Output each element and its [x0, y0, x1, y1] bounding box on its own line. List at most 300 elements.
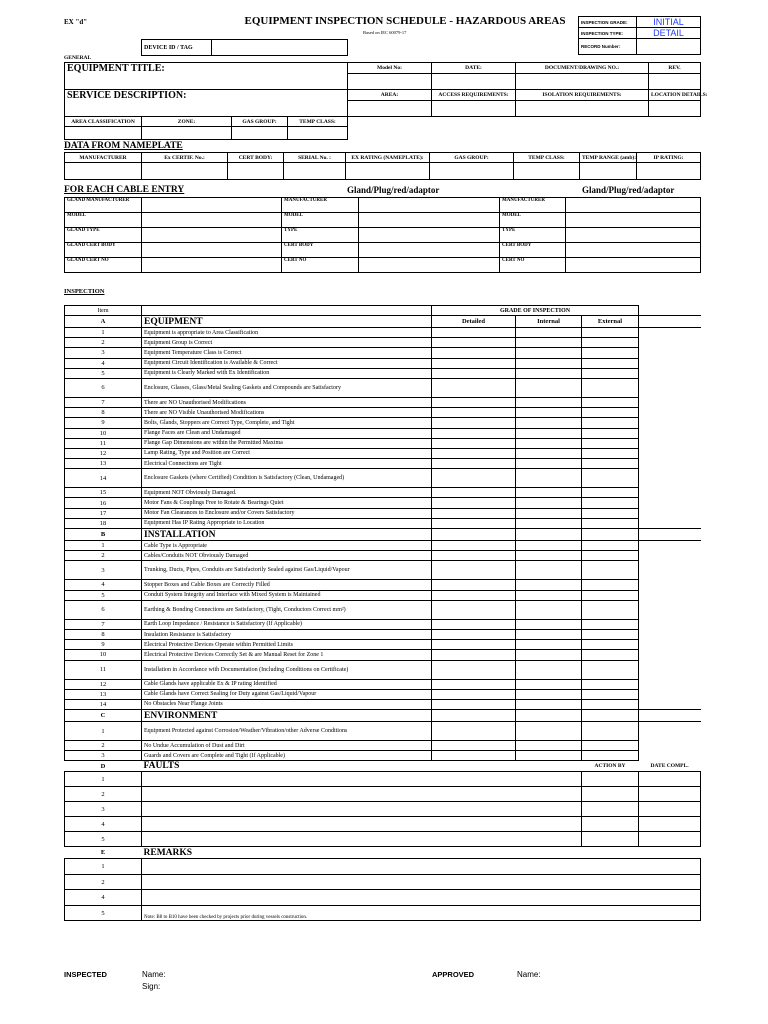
grade-cell[interactable] [432, 428, 516, 438]
nameplate-field[interactable] [430, 163, 514, 180]
cable-entry-field[interactable] [142, 213, 282, 228]
item-number: 4 [65, 358, 142, 368]
grade-cell[interactable] [432, 328, 516, 338]
inspection-item-text: Conduit System Integrity and Interface with Mixed System is Maintained [142, 590, 432, 600]
inspection-grade-box [578, 16, 701, 55]
blank-cell [639, 600, 701, 619]
nameplate-field[interactable] [142, 163, 228, 180]
grade-cell[interactable] [582, 498, 639, 508]
remark-field[interactable] [142, 890, 701, 906]
grade-cell[interactable] [432, 358, 516, 368]
grade-cell[interactable] [516, 580, 582, 590]
inspection-item-text: Equipment is appropriate to Area Classification [142, 328, 432, 338]
remarks-title: REMARKS [142, 847, 701, 859]
service-description-label: SERVICE DESCRIPTION: [65, 90, 348, 117]
grade-cell[interactable] [582, 328, 639, 338]
cable-entry-field[interactable] [566, 228, 701, 243]
date-compl-field[interactable] [639, 802, 701, 817]
grade-cell[interactable] [582, 640, 639, 650]
fault-description-field[interactable] [142, 832, 582, 847]
inspection-grade-label: INSPECTION GRADE: [579, 17, 637, 28]
blank-cell [639, 508, 701, 518]
inspection-item-text: Equipment NOT Obviously Damaged. [142, 488, 432, 498]
gland-heading-1: Gland/Plug/red/adaptor [347, 185, 440, 195]
grade-cell[interactable] [516, 629, 582, 639]
cable-entry-label: MODEL [282, 213, 359, 228]
inspection-item-text: Cable Type is Appropriate [142, 541, 432, 551]
grade-cell[interactable] [516, 660, 582, 679]
blank-cell [582, 710, 639, 722]
grade-cell[interactable] [516, 408, 582, 418]
inspection-item-text: Stopper Boxes and Cable Boxes are Correctly Filled [142, 580, 432, 590]
grade-cell[interactable] [432, 448, 516, 458]
section-letter: C [65, 710, 142, 722]
grade-cell[interactable] [582, 397, 639, 407]
nameplate-col-label: EX RATING (NAMEPLATE): [346, 153, 430, 163]
nameplate-field[interactable] [580, 163, 637, 180]
rev-field[interactable] [649, 74, 701, 90]
grade-cell[interactable] [432, 660, 516, 679]
grade-cell[interactable] [582, 590, 639, 600]
inspection-item-text: Motor Fan Clearances to Enclosure and/or Covers Satisfactory [142, 508, 432, 518]
inspection-item-text: No Obstacles Near Flange Joints [142, 699, 432, 709]
remark-number: 5 [65, 905, 142, 921]
grade-cell[interactable] [516, 619, 582, 629]
cable-entry-field[interactable] [566, 258, 701, 273]
area-field[interactable] [348, 101, 432, 117]
blank-cell [639, 408, 701, 418]
inspection-type-label: INSPECTION TYPE: [579, 28, 637, 39]
grade-cell[interactable] [432, 348, 516, 358]
grade-cell[interactable] [432, 418, 516, 428]
grade-cell[interactable] [582, 488, 639, 498]
grade-cell[interactable] [432, 488, 516, 498]
item-number: 3 [65, 751, 142, 761]
item-number: 1 [65, 328, 142, 338]
nameplate-col-label: SERIAL No. : [284, 153, 346, 163]
item-number: 11 [65, 438, 142, 448]
blank-cell [639, 316, 701, 328]
grade-cell[interactable] [582, 679, 639, 689]
nameplate-heading: DATA FROM NAMEPLATE [64, 141, 183, 151]
grade-cell[interactable] [432, 498, 516, 508]
cable-entry-field[interactable] [566, 243, 701, 258]
grade-cell[interactable] [516, 397, 582, 407]
blank-cell [639, 459, 701, 469]
grade-cell[interactable] [582, 660, 639, 679]
cable-entry-field[interactable] [142, 228, 282, 243]
fault-number: 1 [65, 772, 142, 787]
blank-cell [639, 438, 701, 448]
grade-cell[interactable] [516, 600, 582, 619]
item-number: 14 [65, 699, 142, 709]
grade-cell[interactable] [432, 459, 516, 469]
blank-cell [639, 689, 701, 699]
grade-cell[interactable] [432, 551, 516, 561]
blank-cell [516, 529, 582, 541]
inspection-heading: INSPECTION [64, 288, 105, 295]
grade-cell[interactable] [432, 378, 516, 397]
nameplate-field[interactable] [514, 163, 580, 180]
grade-cell[interactable] [582, 348, 639, 358]
grade-cell[interactable] [582, 751, 639, 761]
inspection-item-text: Cable Glands have Correct Sealing for Duty against Gas/Liquid/Vapour [142, 689, 432, 699]
item-number: 10 [65, 428, 142, 438]
inspection-item-text: Cable Glands have applicable Ex & IP rating Identified [142, 679, 432, 689]
action-by-field[interactable] [582, 817, 639, 832]
grade-cell[interactable] [582, 438, 639, 448]
inspection-item-text: Bolts, Glands, Stoppers are Correct Type, Complete, and Tight [142, 418, 432, 428]
blank-cell [639, 498, 701, 508]
item-number: 11 [65, 660, 142, 679]
cable-entry-label: TYPE [282, 228, 359, 243]
equipment-title-label: EQUIPMENT TITLE: [65, 63, 348, 90]
based-on-note: Based on IEC 60079-17 [363, 30, 407, 35]
grade-cell[interactable] [516, 518, 582, 528]
grade-col-detailed: Detailed [432, 316, 516, 328]
action-by-field[interactable] [582, 802, 639, 817]
grade-col-external: External [582, 316, 639, 328]
grade-cell[interactable] [582, 722, 639, 741]
grade-cell[interactable] [432, 408, 516, 418]
grade-cell[interactable] [516, 722, 582, 741]
grade-cell[interactable] [516, 348, 582, 358]
grade-cell[interactable] [432, 619, 516, 629]
grade-cell[interactable] [516, 508, 582, 518]
item-number: 6 [65, 378, 142, 397]
fault-description-field[interactable] [142, 802, 582, 817]
temp-class-label: TEMP CLASS: [288, 117, 348, 127]
blank-cell [516, 710, 582, 722]
action-by-field[interactable] [582, 832, 639, 847]
grade-cell[interactable] [432, 679, 516, 689]
remark-number: 1 [65, 859, 142, 875]
grade-cell[interactable] [516, 378, 582, 397]
cable-entry-field[interactable] [566, 213, 701, 228]
blank-cell [639, 679, 701, 689]
inspection-item-text: Flange Gap Dimensions are within the Permitted Maxima [142, 438, 432, 448]
blank-cell [639, 590, 701, 600]
item-number: 16 [65, 498, 142, 508]
grade-cell[interactable] [516, 640, 582, 650]
cable-entry-field[interactable] [359, 228, 500, 243]
grade-cell[interactable] [582, 378, 639, 397]
inspection-item-text: Cables/Conduits NOT Obviously Damaged [142, 551, 432, 561]
grade-cell[interactable] [582, 428, 639, 438]
grade-cell[interactable] [432, 689, 516, 699]
inspection-type-value[interactable]: DETAIL [637, 28, 701, 39]
grade-cell[interactable] [516, 590, 582, 600]
blank-cell [639, 448, 701, 458]
grade-cell[interactable] [432, 640, 516, 650]
inspection-item-text: Equipment Has IP Rating Appropriate to Location [142, 518, 432, 528]
grade-cell[interactable] [582, 448, 639, 458]
grade-cell[interactable] [432, 600, 516, 619]
grade-cell[interactable] [582, 699, 639, 709]
remark-number: 4 [65, 890, 142, 906]
blank-cell [639, 529, 701, 541]
nameplate-col-label: CERT BODY: [228, 153, 284, 163]
grade-cell[interactable] [432, 580, 516, 590]
grade-cell[interactable] [582, 741, 639, 751]
grade-cell[interactable] [582, 619, 639, 629]
grade-cell[interactable] [432, 397, 516, 407]
inspection-item-text: There are NO Unauthorised Modifications [142, 397, 432, 407]
item-number: 3 [65, 348, 142, 358]
cable-entry-field[interactable] [142, 243, 282, 258]
section-title: INSTALLATION [142, 529, 432, 541]
grade-col-internal: Internal [516, 316, 582, 328]
date-compl-field[interactable] [639, 817, 701, 832]
zone-label: ZONE: [142, 117, 232, 127]
gas-group-label: GAS GROUP: [232, 117, 288, 127]
grade-cell[interactable] [432, 518, 516, 528]
date-compl-label: DATE COMPL. [650, 763, 689, 770]
cable-entry-label: CERT NO [500, 258, 566, 273]
inspection-item-text: Equipment Circuit Identification is Available & Correct [142, 358, 432, 368]
gas-group-field[interactable] [232, 127, 288, 140]
inspection-item-text: Motor Fans & Couplings Free to Rotate & Bearings Quiet [142, 498, 432, 508]
grade-cell[interactable] [516, 448, 582, 458]
inspection-item-text: Flange Faces are Clean and Undamaged [142, 428, 432, 438]
grade-cell[interactable] [516, 689, 582, 699]
grade-cell[interactable] [432, 699, 516, 709]
fault-number: 5 [65, 832, 142, 847]
blank-cell [639, 397, 701, 407]
fault-description-field[interactable] [142, 817, 582, 832]
item-number: 8 [65, 408, 142, 418]
grade-cell[interactable] [582, 689, 639, 699]
cable-entry-field[interactable] [359, 213, 500, 228]
blank-cell [639, 338, 701, 348]
blank-cell [639, 328, 701, 338]
item-number: 3 [65, 561, 142, 580]
grade-cell[interactable] [582, 418, 639, 428]
grade-cell[interactable] [516, 328, 582, 338]
grade-cell[interactable] [516, 751, 582, 761]
blank-cell [432, 761, 516, 772]
nameplate-field[interactable] [284, 163, 346, 180]
grade-cell[interactable] [432, 438, 516, 448]
item-col-header: Item [65, 306, 142, 316]
inspection-item-text: Equipment is Clearly Marked with Ex Identification [142, 368, 432, 378]
general-label: GENERAL [64, 55, 92, 61]
fault-description-field[interactable] [142, 772, 582, 787]
cable-entry-label: MANUFACTURER [500, 198, 566, 213]
fault-number: 4 [65, 817, 142, 832]
nameplate-field[interactable] [346, 163, 430, 180]
grade-cell[interactable] [516, 488, 582, 498]
cable-entry-label: MANUFACTURER [282, 198, 359, 213]
grade-cell[interactable] [582, 338, 639, 348]
grade-cell[interactable] [516, 459, 582, 469]
blank-cell [639, 699, 701, 709]
date-compl-field[interactable] [639, 832, 701, 847]
grade-cell[interactable] [432, 590, 516, 600]
grade-cell[interactable] [516, 551, 582, 561]
inspected-label: INSPECTED [64, 970, 107, 979]
document-drawing-no-field[interactable] [516, 74, 649, 90]
grade-cell[interactable] [582, 650, 639, 660]
grade-cell[interactable] [432, 751, 516, 761]
record-number-field[interactable] [637, 39, 701, 55]
grade-cell[interactable] [582, 580, 639, 590]
access-requirements-field[interactable] [432, 101, 516, 117]
grade-cell[interactable] [516, 368, 582, 378]
grade-cell[interactable] [432, 469, 516, 488]
grade-cell[interactable] [516, 650, 582, 660]
approved-name-label: Name: [517, 970, 541, 979]
grade-cell[interactable] [582, 368, 639, 378]
area-classification-field[interactable] [65, 127, 142, 140]
area-label: AREA: [348, 90, 432, 101]
date-field[interactable] [432, 74, 516, 90]
grade-cell[interactable] [582, 518, 639, 528]
blank-cell [639, 378, 701, 397]
nameplate-field[interactable] [65, 163, 142, 180]
inspection-item-text: Electrical Protective Devices Operate within Permitted Limits [142, 640, 432, 650]
nameplate-col-label: Ex CERTIF. No.: [142, 153, 228, 163]
nameplate-col-label: GAS GROUP: [430, 153, 514, 163]
grade-cell[interactable] [516, 498, 582, 508]
grade-cell[interactable] [516, 741, 582, 751]
date-compl-field[interactable] [639, 772, 701, 787]
device-id-field[interactable] [212, 40, 348, 56]
inspection-item-text: Equipment Protected against Corrosion/Weather/Vibration/other Adverse Conditions [142, 722, 432, 741]
cable-entry-label: GLAND TYPE [65, 228, 142, 243]
date-compl-field[interactable] [639, 787, 701, 802]
grade-cell[interactable] [432, 508, 516, 518]
access-requirements-label: ACCESS REQUIREMENTS: [432, 90, 516, 101]
grade-cell[interactable] [582, 469, 639, 488]
grade-cell[interactable] [516, 541, 582, 551]
grade-cell[interactable] [432, 541, 516, 551]
blank-cell [639, 640, 701, 650]
form-code: EX "d" [64, 18, 88, 26]
blank-cell [639, 306, 701, 316]
cable-entry-field[interactable] [142, 198, 282, 213]
grade-cell[interactable] [582, 551, 639, 561]
item-number: 13 [65, 689, 142, 699]
remark-field[interactable] [142, 874, 701, 890]
isolation-requirements-field[interactable] [516, 101, 649, 117]
grade-cell[interactable] [582, 541, 639, 551]
cable-entry-field[interactable] [566, 198, 701, 213]
item-number: 2 [65, 338, 142, 348]
blank-cell [639, 428, 701, 438]
cable-entry-label: GLAND CERT BODY [65, 243, 142, 258]
item-number: 9 [65, 418, 142, 428]
grade-cell[interactable] [516, 679, 582, 689]
inspection-item-text: No Undue Accumulation of Dust and Dirt [142, 741, 432, 751]
grade-cell[interactable] [582, 561, 639, 580]
action-by-field[interactable] [582, 787, 639, 802]
grade-cell[interactable] [516, 561, 582, 580]
grade-cell[interactable] [516, 699, 582, 709]
grade-cell[interactable] [582, 508, 639, 518]
grade-cell[interactable] [432, 722, 516, 741]
item-number: 9 [65, 640, 142, 650]
nameplate-col-label: TEMP RANGE (amb): [580, 153, 637, 163]
grade-cell[interactable] [516, 358, 582, 368]
inspection-item-text: Enclosure Gaskets (where Certified) Condition is Satisfactory (Clean, Undamaged) [142, 469, 432, 488]
cable-entry-heading: FOR EACH CABLE ENTRY [64, 185, 185, 195]
cable-entry-label: MODEL [500, 213, 566, 228]
grade-cell[interactable] [582, 600, 639, 619]
grade-cell[interactable] [432, 368, 516, 378]
location-details-field[interactable] [649, 101, 701, 117]
temp-class-field[interactable] [288, 127, 348, 140]
model-no-field[interactable] [348, 74, 432, 90]
section-letter: D [100, 762, 106, 770]
grade-cell[interactable] [432, 338, 516, 348]
general-table [64, 62, 708, 117]
cable-entry-field[interactable] [359, 243, 500, 258]
inspection-item-text: Equipment Group is Correct [142, 338, 432, 348]
blank-cell [639, 488, 701, 498]
inspection-grade-value[interactable]: INITIAL [637, 17, 701, 28]
inspection-item-text: Trunking, Ducts, Pipes, Conduits are Satisfactorily Sealed against Gas/Liquid/Vapour [142, 561, 432, 580]
blank-cell [639, 418, 701, 428]
nameplate-table [64, 152, 701, 180]
remark-field[interactable]: Note: B8 to B10 have been checked by projects prior during vessels construction. [142, 905, 701, 921]
item-number: 13 [65, 459, 142, 469]
rev-label: REV. [649, 63, 701, 74]
grade-cell[interactable] [432, 650, 516, 660]
grade-cell[interactable] [516, 469, 582, 488]
blank-cell [516, 761, 582, 772]
isolation-requirements-label: ISOLATION REQUIREMENTS: [516, 90, 649, 101]
grade-cell[interactable] [516, 428, 582, 438]
remark-field[interactable] [142, 859, 701, 875]
cable-entry-field[interactable] [359, 198, 500, 213]
item-number: 8 [65, 629, 142, 639]
action-by-field[interactable] [582, 772, 639, 787]
grade-cell[interactable] [516, 418, 582, 428]
item-number: 7 [65, 619, 142, 629]
grade-cell[interactable] [516, 438, 582, 448]
grade-cell[interactable] [432, 561, 516, 580]
grade-cell[interactable] [582, 408, 639, 418]
cable-entry-field[interactable] [359, 258, 500, 273]
grade-cell[interactable] [582, 629, 639, 639]
inspection-item-text: Earthing & Bonding Connections are Satisfactory, (Tight, Conductors Correct mm²) [142, 600, 432, 619]
cable-entry-table [64, 197, 701, 273]
zone-field[interactable] [142, 127, 232, 140]
grade-cell[interactable] [432, 741, 516, 751]
grade-cell[interactable] [432, 629, 516, 639]
item-number: 12 [65, 679, 142, 689]
nameplate-field[interactable] [228, 163, 284, 180]
inspection-item-text: Enclosure, Glasses, Glass/Metal Sealing Gaskets and Compounds are Satisfactory [142, 378, 432, 397]
area-classification-table [64, 116, 348, 140]
cable-entry-field[interactable] [142, 258, 282, 273]
date-label: DATE: [432, 63, 516, 74]
section-letter: A [65, 316, 142, 328]
grade-cell[interactable] [516, 338, 582, 348]
blank-cell [639, 741, 701, 751]
blank-cell [639, 710, 701, 722]
inspection-item-text: Installation in Accordance with Documentation (Including Conditions on Certificate) [142, 660, 432, 679]
nameplate-field[interactable] [637, 163, 701, 180]
action-by-label: ACTION BY [594, 763, 626, 770]
cable-entry-label: CERT BODY [500, 243, 566, 258]
grade-cell[interactable] [582, 459, 639, 469]
fault-description-field[interactable] [142, 787, 582, 802]
cable-entry-label: TYPE [500, 228, 566, 243]
inspection-item-text: Insulation Resistance is Satisfactory [142, 629, 432, 639]
grade-cell[interactable] [582, 358, 639, 368]
